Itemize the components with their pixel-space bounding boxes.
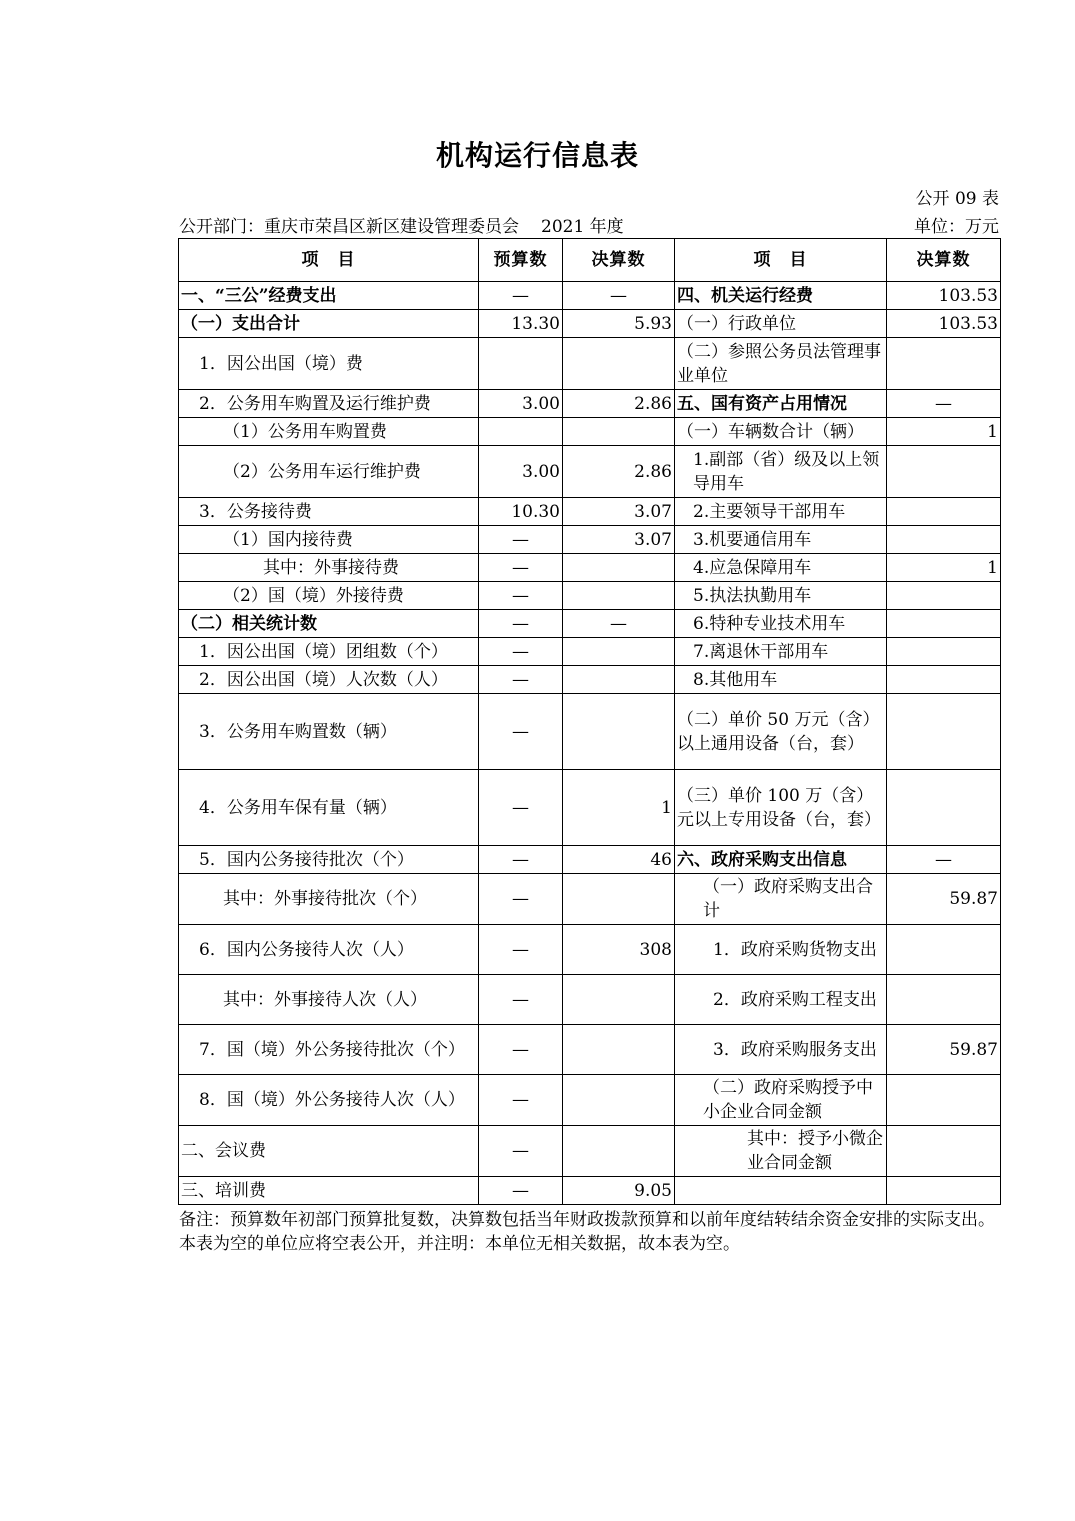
row-item: （二）相关统计数 xyxy=(179,610,479,638)
row-budget: 3.00 xyxy=(479,390,563,418)
row-item: 2．公务用车购置及运行维护费 xyxy=(179,390,479,418)
row-final xyxy=(563,638,675,666)
row-final-right: — xyxy=(887,846,1001,874)
table-row xyxy=(179,554,1001,582)
header-item-right: 项 目 xyxy=(675,239,887,282)
table-row xyxy=(179,282,1001,310)
row-final-right: 59.87 xyxy=(887,1025,1001,1075)
row-final: 9.05 xyxy=(563,1177,675,1205)
row-budget: — xyxy=(479,874,563,925)
row-final-right xyxy=(887,338,1001,390)
table-row xyxy=(179,338,1001,390)
row-item-right: 6.特种专业技术用车 xyxy=(675,610,887,638)
row-item-right: （二）政府采购授予中小企业合同金额 xyxy=(675,1075,887,1126)
table-row xyxy=(179,498,1001,526)
row-item: 3．公务用车购置数（辆） xyxy=(179,694,479,770)
row-item-right: （三）单价 100 万（含）元以上专用设备（台，套） xyxy=(675,770,887,846)
row-final: — xyxy=(563,610,675,638)
row-final-right xyxy=(887,446,1001,498)
row-budget xyxy=(479,338,563,390)
row-budget: — xyxy=(479,975,563,1025)
row-final xyxy=(563,874,675,925)
department-label: 公开部门：重庆市荣昌区新区建设管理委员会 xyxy=(179,217,519,237)
note-line-1: 备注：预算数年初部门预算批复数，决算数包括当年财政拨款预算和以前年度结转结余资金安排的实际支出。 xyxy=(179,1210,995,1230)
row-item: （2）国（境）外接待费 xyxy=(179,582,479,610)
row-final-right xyxy=(887,610,1001,638)
table-row xyxy=(179,390,1001,418)
row-final-right xyxy=(887,925,1001,975)
row-item: 3．公务接待费 xyxy=(179,498,479,526)
row-item: 5．国内公务接待批次（个） xyxy=(179,846,479,874)
row-budget: — xyxy=(479,282,563,310)
row-final-right xyxy=(887,582,1001,610)
table-row xyxy=(179,975,1001,1025)
row-budget: — xyxy=(479,846,563,874)
table-row xyxy=(179,418,1001,446)
row-final-right xyxy=(887,666,1001,694)
row-item: 7．国（境）外公务接待批次（个） xyxy=(179,1025,479,1075)
table-row xyxy=(179,526,1001,554)
row-budget: 13.30 xyxy=(479,310,563,338)
row-final-right xyxy=(887,498,1001,526)
row-budget: — xyxy=(479,638,563,666)
row-item: 6．国内公务接待人次（人） xyxy=(179,925,479,975)
table-row xyxy=(179,874,1001,925)
row-item: 1．因公出国（境）团组数（个） xyxy=(179,638,479,666)
row-item: 4．公务用车保有量（辆） xyxy=(179,770,479,846)
row-final xyxy=(563,694,675,770)
row-budget: — xyxy=(479,925,563,975)
table-row xyxy=(179,638,1001,666)
row-item-right: （一）行政单位 xyxy=(675,310,887,338)
row-final xyxy=(563,1025,675,1075)
table-row xyxy=(179,925,1001,975)
table-row xyxy=(179,446,1001,498)
row-final: 2.86 xyxy=(563,446,675,498)
row-final-right xyxy=(887,638,1001,666)
note-line-2: 本表为空的单位应将空表公开，并注明：本单位无相关数据，故本表为空。 xyxy=(179,1234,740,1254)
row-final xyxy=(563,554,675,582)
row-budget: — xyxy=(479,1025,563,1075)
info-table xyxy=(178,238,1001,1205)
table-row xyxy=(179,1075,1001,1126)
row-item-right: （一）车辆数合计（辆） xyxy=(675,418,887,446)
row-final: 3.07 xyxy=(563,498,675,526)
row-budget: — xyxy=(479,1177,563,1205)
table-row xyxy=(179,1177,1001,1205)
row-item-right: 1.副部（省）级及以上领导用车 xyxy=(675,446,887,498)
row-budget: — xyxy=(479,694,563,770)
header-final-right: 决算数 xyxy=(887,239,1001,282)
row-item-right: 3.机要通信用车 xyxy=(675,526,887,554)
row-final-right xyxy=(887,770,1001,846)
row-final-right: 59.87 xyxy=(887,874,1001,925)
row-final-right xyxy=(887,694,1001,770)
row-final-right: — xyxy=(887,390,1001,418)
row-item: （1）公务用车购置费 xyxy=(179,418,479,446)
row-item-right: 四、机关运行经费 xyxy=(675,282,887,310)
row-final-right xyxy=(887,1075,1001,1126)
row-final-right: 103.53 xyxy=(887,282,1001,310)
header-budget: 预算数 xyxy=(479,239,563,282)
year-label: 2021 年度 xyxy=(541,217,624,237)
table-row xyxy=(179,770,1001,846)
row-item-right: （二）参照公务员法管理事业单位 xyxy=(675,338,887,390)
meta-row xyxy=(179,212,999,237)
unit-label: 单位：万元 xyxy=(914,217,999,237)
row-final-right xyxy=(887,1177,1001,1205)
row-final: 3.07 xyxy=(563,526,675,554)
row-final xyxy=(563,975,675,1025)
form-number: 公开 09 表 xyxy=(915,189,999,209)
row-budget: — xyxy=(479,666,563,694)
table-row xyxy=(179,694,1001,770)
header-item-left: 项 目 xyxy=(179,239,479,282)
row-item: 2．因公出国（境）人次数（人） xyxy=(179,666,479,694)
table-row xyxy=(179,666,1001,694)
row-final: 46 xyxy=(563,846,675,874)
row-budget: — xyxy=(479,1126,563,1177)
row-item-right xyxy=(675,1177,887,1205)
table-row xyxy=(179,582,1001,610)
table-row xyxy=(179,1025,1001,1075)
row-final xyxy=(563,338,675,390)
row-budget: 3.00 xyxy=(479,446,563,498)
row-item: 其中：外事接待费 xyxy=(179,554,479,582)
row-item: 8．国（境）外公务接待人次（人） xyxy=(179,1075,479,1126)
row-item-right: （一）政府采购支出合计 xyxy=(675,874,887,925)
row-item-right: 7.离退休干部用车 xyxy=(675,638,887,666)
row-item-right: 1．政府采购货物支出 xyxy=(675,925,887,975)
row-final-right xyxy=(887,975,1001,1025)
table-row xyxy=(179,846,1001,874)
row-item: （2）公务用车运行维护费 xyxy=(179,446,479,498)
row-budget: — xyxy=(479,770,563,846)
row-final xyxy=(563,1075,675,1126)
row-budget: 10.30 xyxy=(479,498,563,526)
row-final-right: 103.53 xyxy=(887,310,1001,338)
row-item: 二、会议费 xyxy=(179,1126,479,1177)
row-budget: — xyxy=(479,582,563,610)
row-final-right: 1 xyxy=(887,554,1001,582)
row-item-right: 2．政府采购工程支出 xyxy=(675,975,887,1025)
row-item: 其中：外事接待批次（个） xyxy=(179,874,479,925)
row-item-right: 2.主要领导干部用车 xyxy=(675,498,887,526)
row-final: 1 xyxy=(563,770,675,846)
row-item: 1．因公出国（境）费 xyxy=(179,338,479,390)
row-budget xyxy=(479,418,563,446)
row-item: 一、“三公”经费支出 xyxy=(179,282,479,310)
row-final: 308 xyxy=(563,925,675,975)
row-budget: — xyxy=(479,526,563,554)
row-final-right xyxy=(887,1126,1001,1177)
row-final xyxy=(563,418,675,446)
table-row xyxy=(179,310,1001,338)
row-item-right: 其中：授予小微企业合同金额 xyxy=(675,1126,887,1177)
row-final xyxy=(563,1126,675,1177)
row-final: 5.93 xyxy=(563,310,675,338)
row-budget: — xyxy=(479,610,563,638)
row-item-right: 六、政府采购支出信息 xyxy=(675,846,887,874)
row-budget: — xyxy=(479,554,563,582)
notes xyxy=(179,1208,1001,1256)
row-final-right xyxy=(887,526,1001,554)
page-title: 机构运行信息表 xyxy=(435,139,639,172)
table-row xyxy=(179,610,1001,638)
row-item: 三、培训费 xyxy=(179,1177,479,1205)
row-final xyxy=(563,582,675,610)
table-row xyxy=(179,1126,1001,1177)
row-final xyxy=(563,666,675,694)
header-final-left: 决算数 xyxy=(563,239,675,282)
row-item: （一）支出合计 xyxy=(179,310,479,338)
row-item-right: 5.执法执勤用车 xyxy=(675,582,887,610)
row-final: — xyxy=(563,282,675,310)
row-final: 2.86 xyxy=(563,390,675,418)
row-item-right: 五、国有资产占用情况 xyxy=(675,390,887,418)
row-budget: — xyxy=(479,1075,563,1126)
row-final-right: 1 xyxy=(887,418,1001,446)
header-row xyxy=(179,239,1001,282)
dept-year xyxy=(179,212,624,237)
row-item-right: （二）单价 50 万元（含）以上通用设备（台，套） xyxy=(675,694,887,770)
row-item: 其中：外事接待人次（人） xyxy=(179,975,479,1025)
row-item: （1）国内接待费 xyxy=(179,526,479,554)
row-item-right: 4.应急保障用车 xyxy=(675,554,887,582)
row-item-right: 3．政府采购服务支出 xyxy=(675,1025,887,1075)
row-item-right: 8.其他用车 xyxy=(675,666,887,694)
